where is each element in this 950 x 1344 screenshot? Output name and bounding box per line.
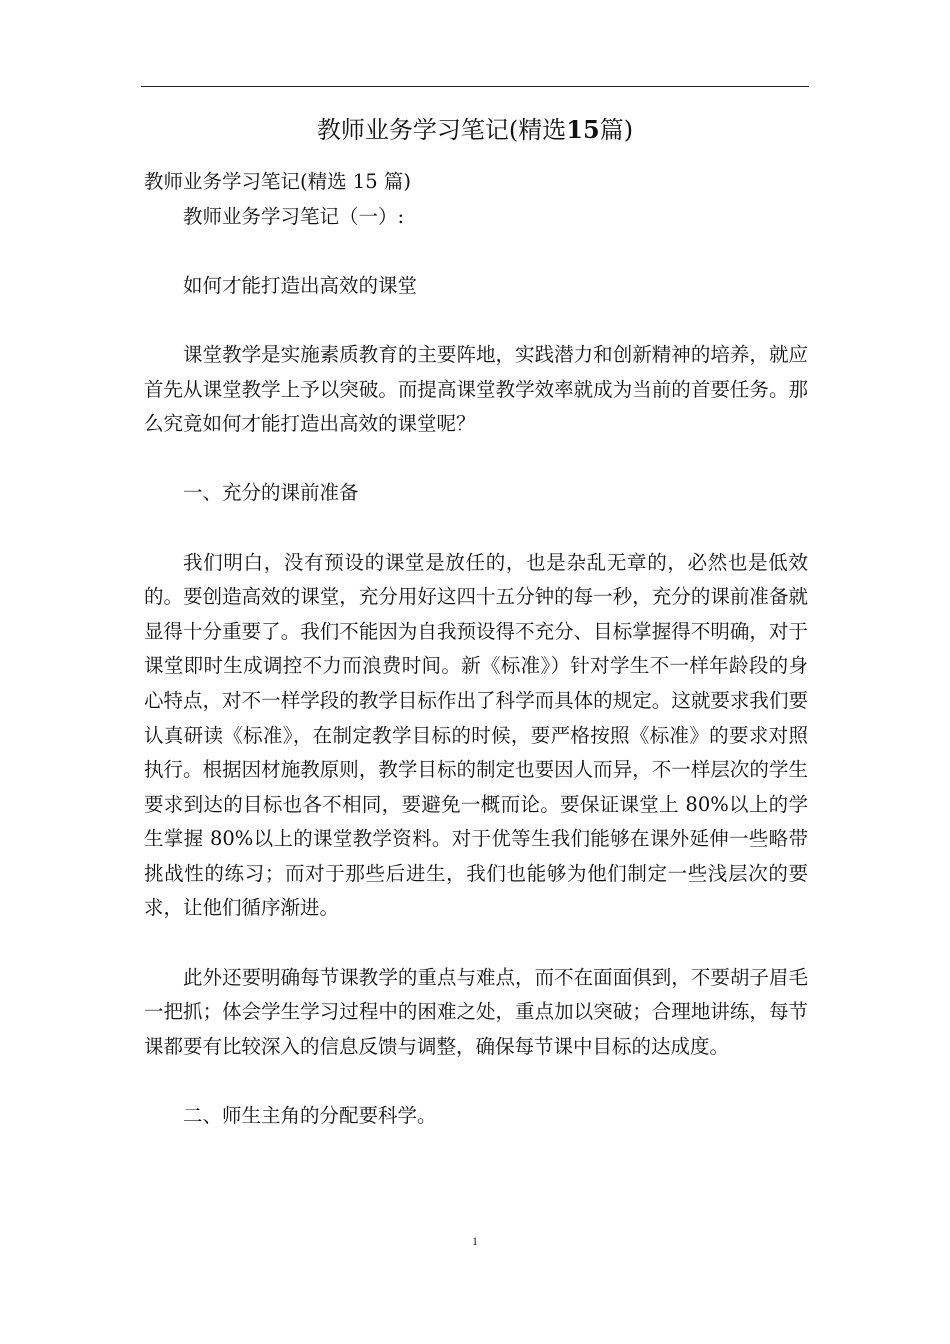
spacer bbox=[144, 511, 808, 546]
section-heading: 教师业务学习笔记（一）: bbox=[183, 204, 405, 228]
spacer bbox=[144, 234, 808, 269]
topic-heading: 如何才能打造出高效的课堂 bbox=[183, 273, 418, 297]
header-rule bbox=[141, 86, 809, 87]
title-suffix: 篇) bbox=[599, 116, 634, 144]
spacer bbox=[144, 442, 808, 477]
document-subtitle: 教师业务学习笔记(精选 15 篇) bbox=[144, 170, 411, 193]
subheading-preparation: 一、充分的课前准备 bbox=[183, 481, 359, 505]
document-title bbox=[141, 112, 809, 148]
subheading-roles: 二、师生主角的分配要科学。 bbox=[183, 1104, 437, 1128]
paragraph-intro: 课堂教学是实施素质教育的主要阵地，实践潜力和创新精神的培养，就应首先从课堂教学上予以突破。而提高课堂教学效率就成为当前的首要任务。那么究竟如何才能打造出高效的课堂呢？ bbox=[144, 342, 808, 436]
spacer bbox=[144, 303, 808, 338]
page-number: 1 bbox=[472, 1234, 478, 1248]
title-number: 15 bbox=[566, 115, 600, 144]
paragraph-preparation: 我们明白，没有预设的课堂是放任的，也是杂乱无章的，必然也是低效的。要创造高效的课堂，充分用好这四十五分钟的每一秒，充分的课前准备就显得十分重要了。我们不能因为自我预设得不充分、目标掌握得不明确，对于课堂即时生成调控不力而浪费时间。新《标准》）针对学生不一样年龄段的身心特点，对不一样学段的教学目标作出了科学而具体的规定。这就要求我们要认真研读《标准》，在制定教学目标的时候，要严格按照《标准》的要求对照执行。根据因材施教原则，教学目标的制定也要因人而异，不一样层次的学生要求到达的目标也各不相同，要避免一概而论。要保证课堂上 80%以上的学生掌握 80%以上的课堂教学资料。对于优等生我们能够在课外延伸一些略带挑战性的练习；而对于那些后进生，我们也能够为他们制定一些浅层次的要求，让他们循序渐进。 bbox=[144, 550, 808, 920]
paragraph-key-points: 此外还要明确每节课教学的重点与难点，而不在面面俱到，不要胡子眉毛一把抓；体会学生学习过程中的困难之处，重点加以突破；合理地讲练，每节课都要有比较深入的信息反馈与调整，确保每节课中目标的达成度。 bbox=[144, 965, 808, 1058]
spacer bbox=[144, 926, 808, 961]
document-body bbox=[144, 165, 808, 1134]
spacer bbox=[144, 1064, 808, 1099]
title-prefix: 教师业务学习笔记(精选 bbox=[316, 116, 567, 144]
